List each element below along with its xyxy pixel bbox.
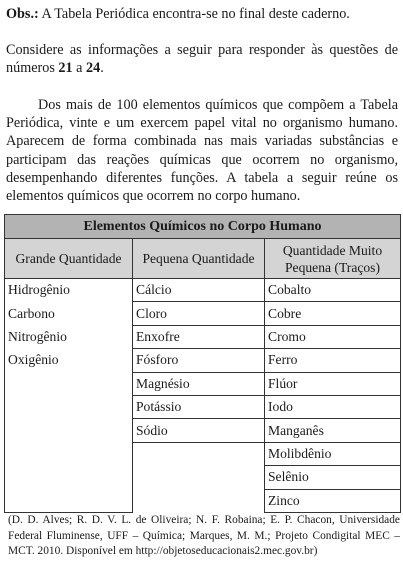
table-cell: Selênio [265, 466, 401, 489]
table-row [5, 302, 401, 325]
context-paragraph: Dos mais de 100 elementos químicos que compõem a Tabela Periódica, vinte e um exercem papel vital no organismo humano. Aparecem de forma combinada nas mais variadas substâncias e participam das reações químicas que ocorrem no organismo, desempenhando diferentes funções. A tabela a seguir reúne os elementos químicos que ocorrem no corpo humano. [6, 97, 398, 205]
header-large-quantity: Grande Quantidade [5, 239, 133, 279]
table-cell [5, 466, 133, 489]
table-cell: Cromo [265, 325, 401, 348]
table-cell: Cobre [265, 302, 401, 325]
table-cell [5, 395, 133, 418]
table-row [5, 419, 401, 442]
table-cell: Sódio [133, 419, 265, 442]
table-cell: Cloro [133, 302, 265, 325]
table-cell [5, 372, 133, 395]
intro-text-after: . [100, 60, 104, 76]
table-row [5, 349, 401, 372]
table-cell [133, 466, 265, 489]
questions-intro [6, 41, 398, 77]
table-cell: Hidrogênio [5, 279, 133, 302]
table-cell [5, 489, 133, 512]
table-cell: Zinco [265, 489, 401, 512]
table-title: Elementos Químicos no Corpo Humano [5, 215, 401, 239]
header-trace-quantity: Quantidade Muito Pequena (Traços) [265, 239, 401, 279]
table-row [5, 489, 401, 512]
header-small-quantity: Pequena Quantidade [133, 239, 265, 279]
intro-text-middle: a [72, 60, 87, 76]
table-cell [5, 442, 133, 465]
table-cell: Magnésio [133, 372, 265, 395]
table-row [5, 372, 401, 395]
table-cell: Nitrogênio [5, 325, 133, 348]
table-cell: Potássio [133, 395, 265, 418]
observation-text: A Tabela Periódica encontra-se no final deste caderno. [38, 6, 350, 22]
table-cell: Fósforo [133, 349, 265, 372]
table-row [5, 279, 401, 302]
observation-note [6, 6, 350, 23]
table-cell: Carbono [5, 302, 133, 325]
table-cell: Cobalto [265, 279, 401, 302]
table-cell [133, 442, 265, 465]
table-row [5, 442, 401, 465]
table-cell: Iodo [265, 395, 401, 418]
source-citation: (D. D. Alves; R. D. V. L. de Oliveira; N. F. Robaina; E. P. Chacon, Universidade Federal Fluminense, UFF – Química; Marques, M. M.; Projeto Condigital MEC – MCT. 2010. Disponível em http://objetoseducacionais2.mec.gov.br) [8, 514, 400, 557]
table-cell: Molibdênio [265, 442, 401, 465]
table-cell: Oxigênio [5, 349, 133, 372]
table-row [5, 466, 401, 489]
table-cell: Flúor [265, 372, 401, 395]
question-end-number: 24 [86, 60, 101, 76]
chemical-elements-table [4, 214, 401, 513]
table-cell [133, 489, 265, 512]
table-cell: Ferro [265, 349, 401, 372]
table-row [5, 325, 401, 348]
table-cell [5, 419, 133, 442]
observation-label: Obs.: [6, 6, 39, 22]
table-cell: Cálcio [133, 279, 265, 302]
intro-text-before: Considere as informações a seguir para responder às questões de números [6, 42, 398, 76]
table-body [5, 279, 401, 513]
table-cell: Manganês [265, 419, 401, 442]
question-start-number: 21 [58, 60, 73, 76]
table-cell: Enxofre [133, 325, 265, 348]
table-row [5, 395, 401, 418]
